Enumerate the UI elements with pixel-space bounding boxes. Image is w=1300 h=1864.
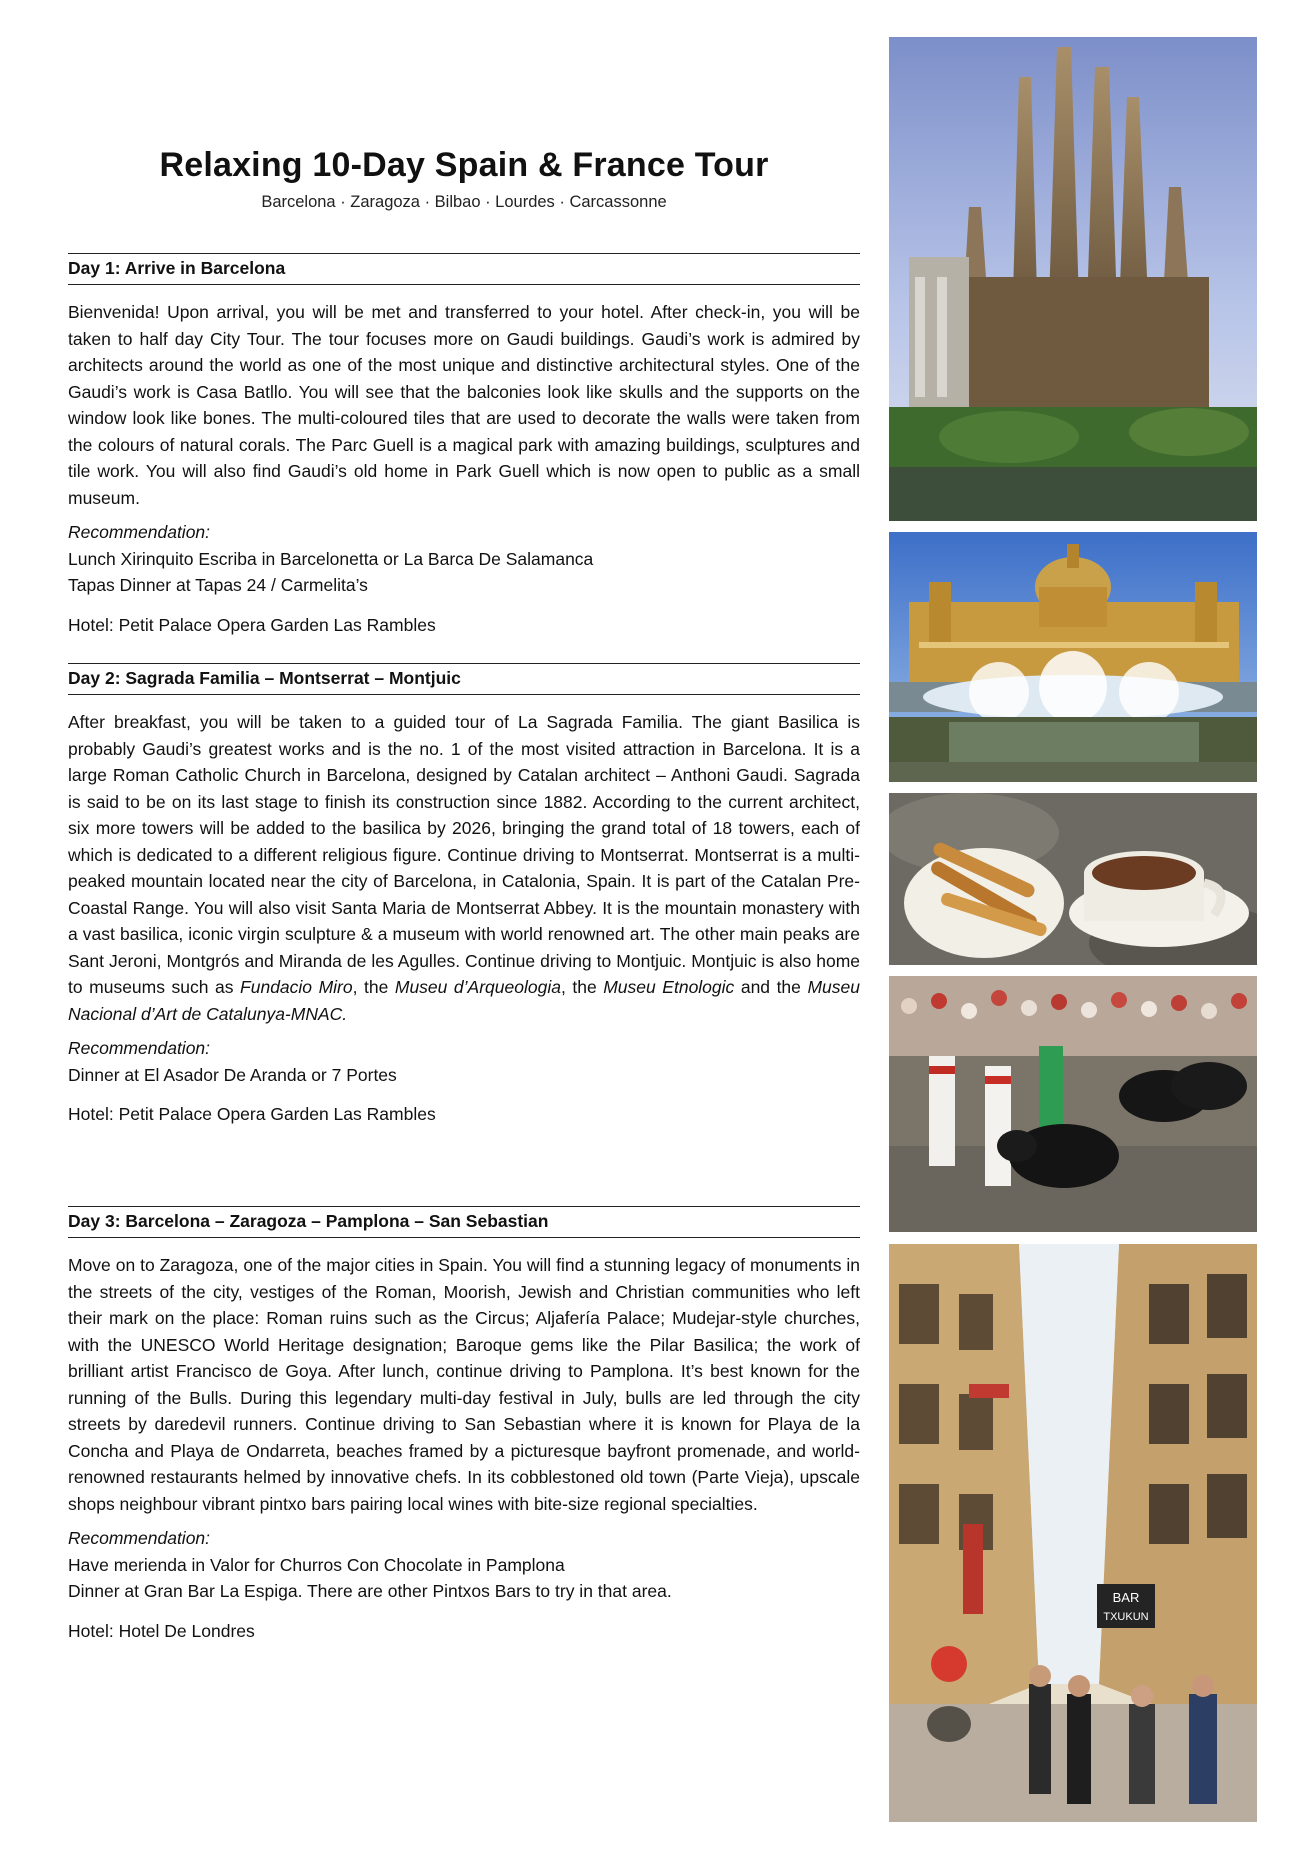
old-town-street-photo bbox=[889, 1244, 1257, 1822]
bar-sign-text: BAR bbox=[1112, 1590, 1140, 1605]
day-3-recommendation-item: Dinner at Gran Bar La Espiga. There are other Pintxos Bars to try in that area. bbox=[68, 1581, 672, 1601]
day-1-recommendation-item: Tapas Dinner at Tapas 24 / Carmelita’s bbox=[68, 575, 368, 595]
day-2-description-text: After breakfast, you will be taken to a guided tour of La Sagrada Familia. The giant Basilica is probably Gaudi’s greatest works and is the no. 1 of the most visited attraction in Barcelona. It is a large Roman Catholic Church in Barcelona, designed by Catalan architect – Anthoni Gaudi. Sagrada is said to be on its last stage to finish its construction since 1882. According to the current architect, six more towers will be added to the basilica by 2026, bringing the grand total of 18 towers, each of which is dedicated to a different religious figure. Continue driving to Montserrat. Montserrat is a multi-peaked mountain located near the city of Barcelona, in Catalonia, Spain. It is part of the Catalan Pre-Coastal Range. You will also visit Santa Maria de Montserrat Abbey. It is the mountain monastery with a vast basilica, iconic virgin sculpture & a museum with world renowned art. The other main peaks are Sant Jeroni, Montgrós and Miranda de les Agulles. Continue driving to Montjuic. Montjuic is also home to museums such as bbox=[68, 712, 860, 997]
txukun-sign-text: TXUKUN bbox=[1103, 1611, 1149, 1623]
day-3-heading: Day 3: Barcelona – Zaragoza – Pamplona – San Sebastian bbox=[68, 1206, 860, 1238]
day-1-hotel: Hotel: Petit Palace Opera Garden Las Rambles bbox=[68, 614, 436, 635]
museum-name: Museu Etnologic bbox=[603, 977, 735, 997]
museum-name: Museu Nacional d’Art de Catalunya-MNAC. bbox=[68, 977, 860, 1024]
separator-text: , the bbox=[352, 977, 395, 997]
day-3-hotel: Hotel: Hotel De Londres bbox=[68, 1620, 255, 1641]
day-3-recommendation-item: Have merienda in Valor for Churros Con Chocolate in Pamplona bbox=[68, 1554, 565, 1575]
day-2-section bbox=[68, 663, 860, 1128]
day-2-recommendation-item: Dinner at El Asador De Aranda or 7 Portes bbox=[68, 1064, 397, 1085]
museum-name: Fundacio Miro bbox=[240, 977, 353, 997]
day-2-recommendation-label: Recommendation: bbox=[68, 1038, 211, 1058]
day-2-heading: Day 2: Sagrada Familia – Montserrat – Montjuic bbox=[68, 663, 860, 695]
page-title: Relaxing 10-Day Spain & France Tour bbox=[159, 146, 769, 184]
day-2-description bbox=[68, 709, 860, 1027]
day-2-hotel: Hotel: Petit Palace Opera Garden Las Rambles bbox=[68, 1104, 436, 1124]
day-3-description: Move on to Zaragoza, one of the major cities in Spain. You will find a stunning legacy of monuments in the streets of the city, vestiges of the Roman, Moorish, Jewish and Christian communities who left their mark on the place: Roman ruins such as the Circus; Aljafería Palace; Mudejar-style churches, with the UNESCO World Heritage designation; Baroque gems like the Pilar Basilica; the work of brilliant artist Francisco de Goya. After lunch, continue driving to Pamplona. It’s best known for the running of the Bulls. During this legendary multi-day festival in July, bulls are led through the city streets by daredevil runners. Continue driving to San Sebastian where it is known for Playa de la Concha and Playa de Ondarreta, beaches framed by a picturesque bayfront promenade, and world-renowned restaurants helmed by innovative chefs. In its cobblestoned old town (Parte Vieja), upscale shops neighbour vibrant pintxo bars pairing local wines with bite-size regional specialties. bbox=[68, 1255, 860, 1514]
day-1-recommendation-label: Recommendation: bbox=[68, 522, 211, 542]
page-subtitle: Barcelona · Zaragoza · Bilbao · Lourdes · Carcassonne bbox=[261, 193, 667, 211]
title-block bbox=[68, 146, 860, 212]
separator-text: and the bbox=[734, 977, 808, 997]
museum-name: Museu d’Arqueologia bbox=[394, 977, 561, 997]
day-1-heading: Day 1: Arrive in Barcelona bbox=[68, 253, 860, 285]
separator-text: , the bbox=[560, 977, 604, 997]
sagrada-familia-photo bbox=[889, 37, 1257, 521]
day-1-recommendation-item: Lunch Xirinquito Escriba in Barcelonetta or La Barca De Salamanca bbox=[68, 548, 594, 569]
churros-chocolate-photo bbox=[889, 793, 1257, 965]
day-1-section bbox=[68, 253, 860, 638]
montjuic-palace-photo bbox=[889, 532, 1257, 782]
running-of-the-bulls-photo bbox=[889, 976, 1257, 1232]
day-3-section bbox=[68, 1206, 860, 1644]
day-1-description: Bienvenida! Upon arrival, you will be met and transferred to your hotel. After check-in, you will be taken to half day City Tour. The tour focuses more on Gaudi buildings. Gaudi’s work is admired by architects around the world as one of the most unique and distinctive architectural styles. One of the Gaudi’s work is Casa Batllo. You will see that the balconies look like skulls and the supports on the window look like bones. The multi-coloured tiles that are used to decorate the walls were taken from the colours of natural corals. The Parc Guell is a magical park with amazing buildings, sculptures and tile work. You will also find Gaudi’s old home in Park Guell which is now open to public as a small museum. bbox=[68, 302, 860, 508]
day-3-recommendation-label: Recommendation: bbox=[68, 1528, 211, 1548]
